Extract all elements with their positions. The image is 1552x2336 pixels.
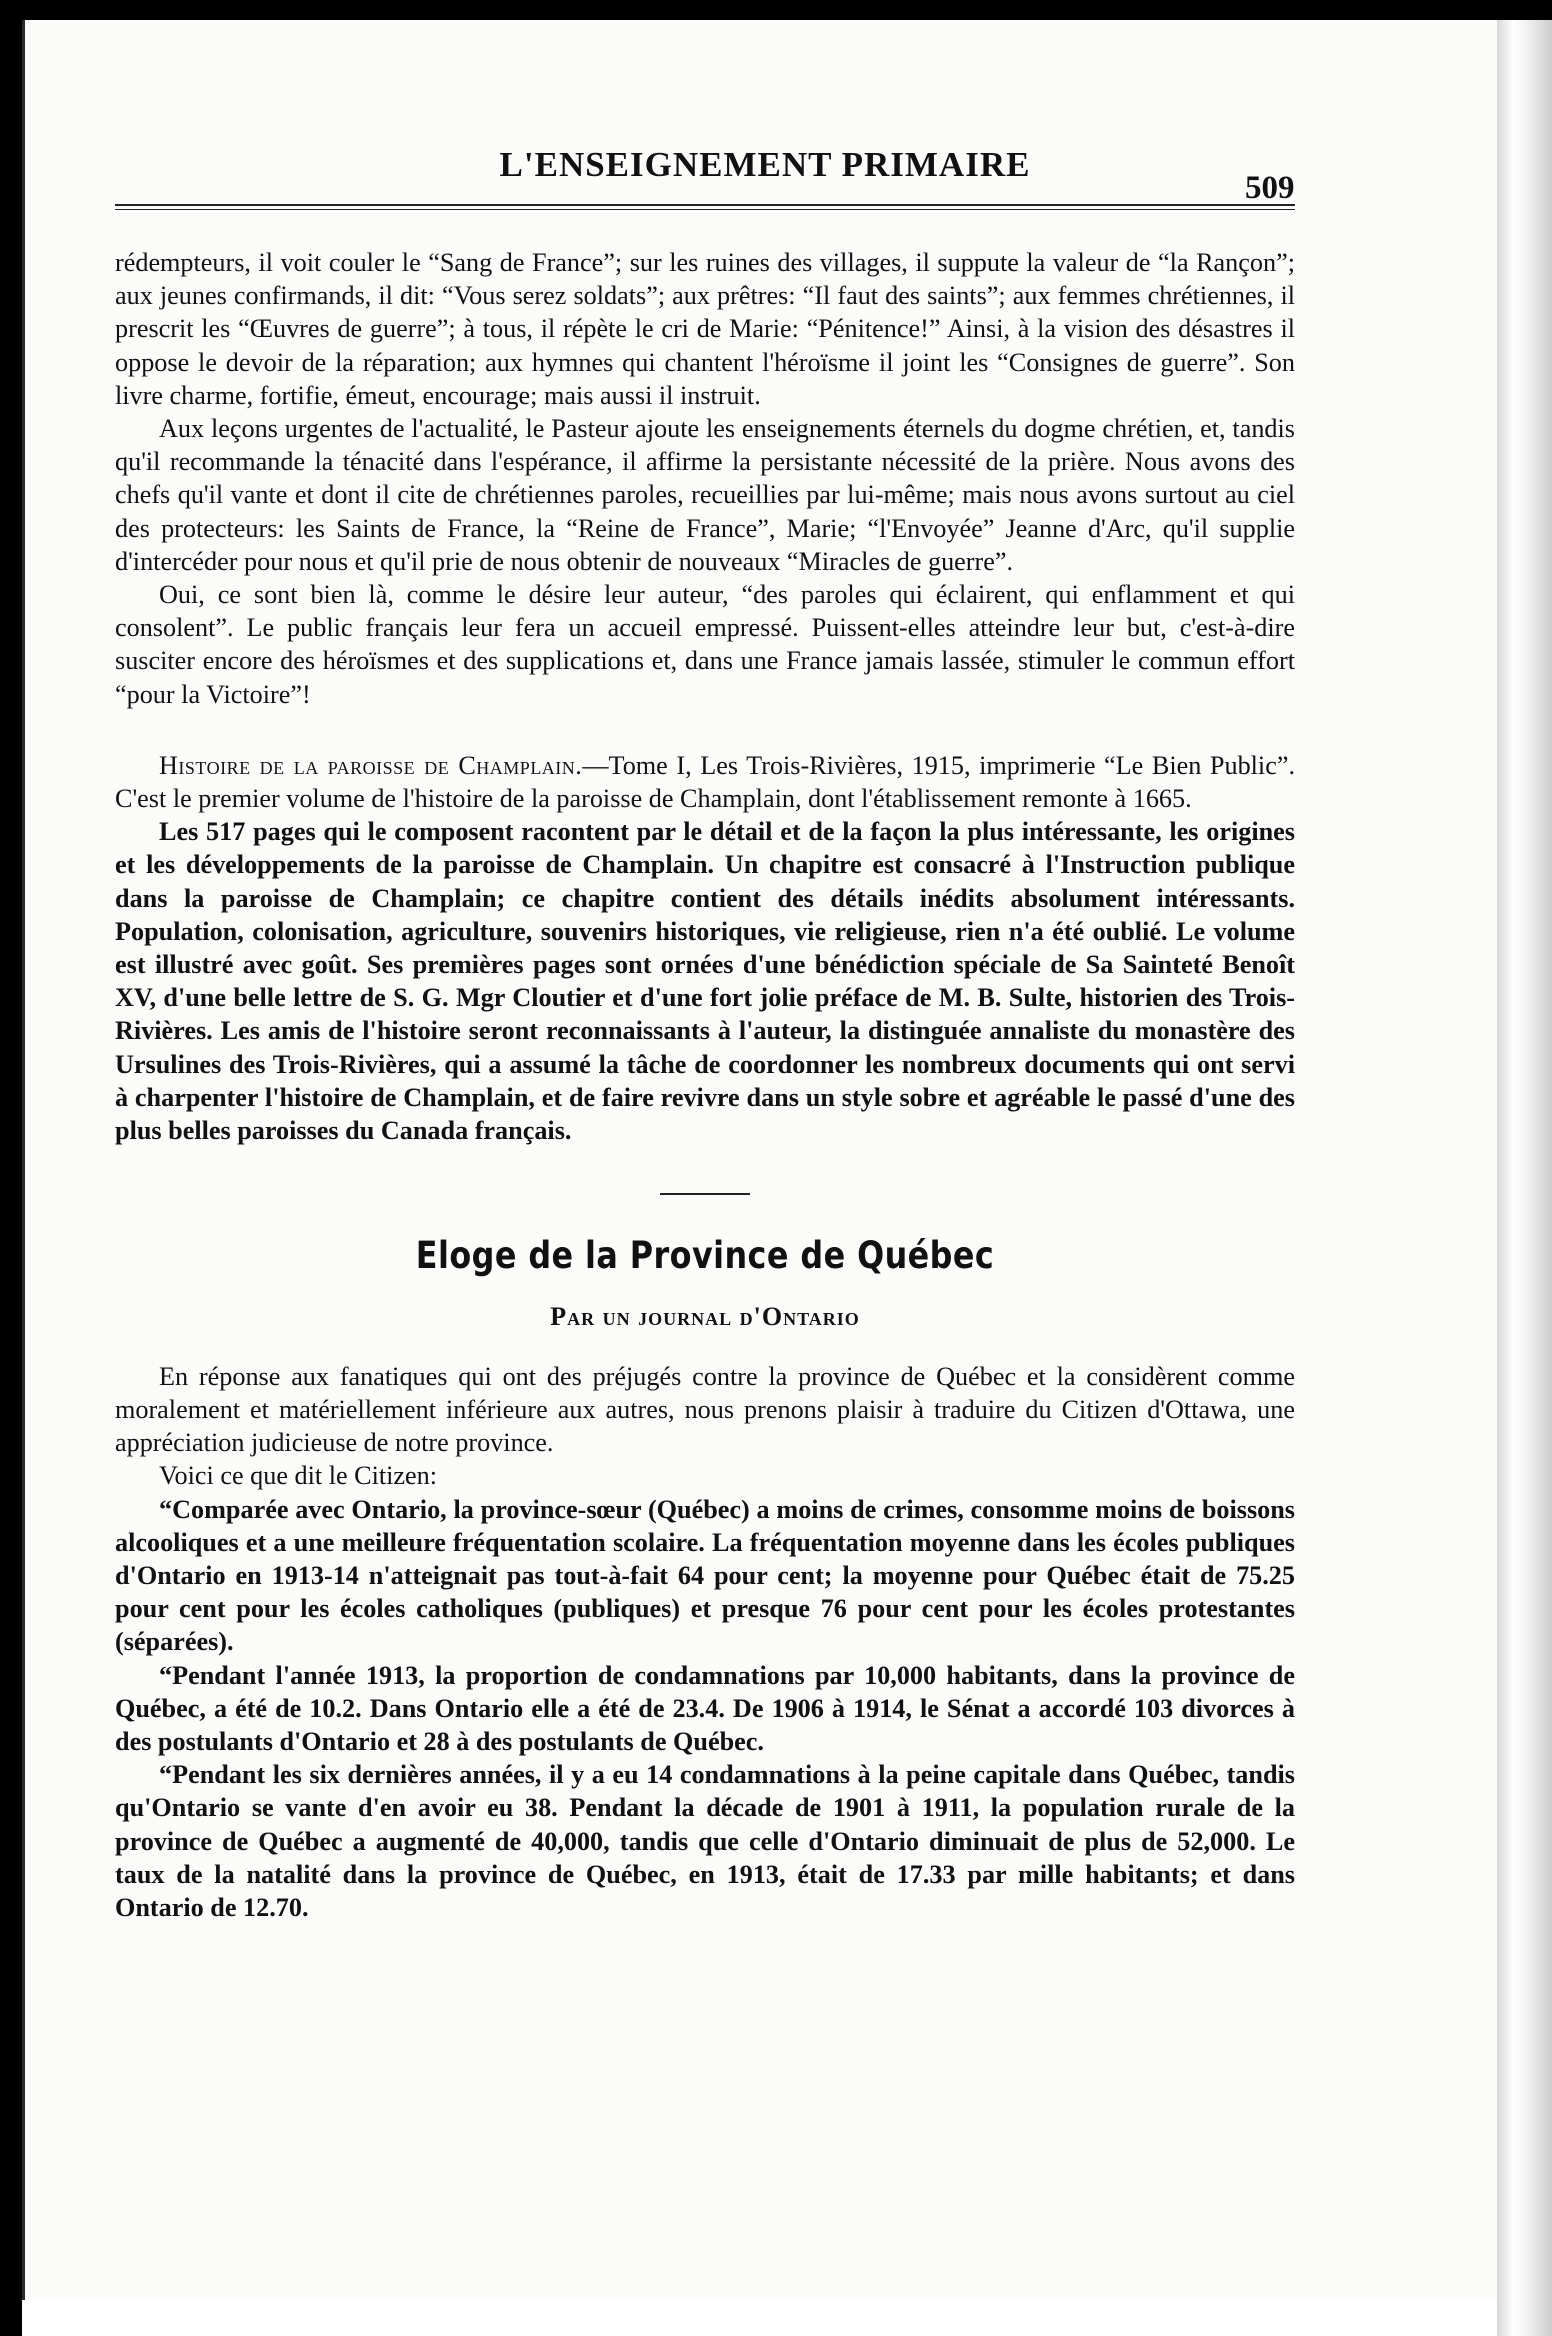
page-number: 509 bbox=[1245, 170, 1295, 206]
running-head: L'ENSEIGNEMENT PRIMAIRE bbox=[499, 145, 1031, 184]
paragraph: “Pendant l'année 1913, la proportion de condamnations par 10,000 habitants, dans la province de Québec, a été de 10.2. Dans Ontario elle a été de 23.4. De 1906 à 1914, le Sénat a accordé 103 divorces à des postulants d'Ontario et 28 à des postulants de Québec. bbox=[115, 1660, 1295, 1756]
body-text bbox=[115, 246, 1295, 1924]
article-byline: Par un journal d'Ontario bbox=[550, 1302, 860, 1332]
paragraph: “Pendant les six dernières années, il y a eu 14 condamnations à la peine capitale dans Québec, tandis qu'Ontario se vante d'en avoir eu 38. Pendant la décade de 1901 à 1911, la population rurale de la province de Québec a augmenté de 40,000, tandis que celle d'Ontario diminuait de plus de 52,000. Le taux de la natalité dans la province de Québec, en 1913, était de 17.33 par mille habitants; et dans Ontario de 12.70. bbox=[115, 1760, 1295, 1922]
review-lead-paragraph bbox=[115, 749, 1295, 815]
review-heading: Histoire de la paroisse de Champlain. bbox=[159, 750, 583, 780]
paragraph: Oui, ce sont bien là, comme le désire leur auteur, “des paroles qui éclairent, qui enflamment et qui consolent”. Le public français leur fera un accueil empressé. Puissent-elles atteindre leur but, c'est-à-dire susciter encore des héroïsmes et des supplications et, dans une France jamais lassée, stimuler le commun effort “pour la Victoire”! bbox=[115, 580, 1295, 709]
paragraph: Aux leçons urgentes de l'actualité, le Pasteur ajoute les enseignements éternels du dogme chrétien, et, tandis qu'il recommande la ténacité dans l'espérance, il affirme la persistante nécessité de la prière. Nous avons des chefs qu'il vante et dont il cite de chrétiennes paroles, recueillies par lui-même; mais nous avons surtout au ciel des protecteurs: les Saints de France, la “Reine de France”, Marie; “l'Envoyée” Jeanne d'Arc, qu'il supplie d'intercéder pour nous et qu'il prie de nous obtenir de nouveaux “Miracles de guerre”. bbox=[115, 414, 1295, 576]
separator-rule bbox=[660, 1193, 750, 1195]
book-page bbox=[22, 20, 1500, 2320]
header-rule bbox=[115, 204, 1295, 210]
page-edge-right bbox=[1497, 20, 1552, 2336]
section-gap bbox=[115, 711, 1295, 749]
paragraph: Les 517 pages qui le composent racontent par le détail et de la façon la plus intéressante, les origines et les développements de la paroisse de Champlain. Un chapitre est consacré à l'Instruction publique dans la paroisse de Champlain; ce chapitre contient des détails inédits absolument intéressants. Population, colonisation, agriculture, souvenirs historiques, vie religieuse, rien n'a été oublié. Le volume est illustré avec goût. Ses premières pages sont ornées d'une bénédiction spéciale de Sa Sainteté Benoît XV, d'une belle lettre de S. G. Mgr Cloutier et d'une fort jolie préface de M. B. Sulte, historien des Trois-Rivières. Les amis de l'histoire seront reconnaissants à l'auteur, la distinguée annaliste du monastère des Ursulines des Trois-Rivières, qui a assumé la tâche de coordonner les nombreux documents qui ont servi à charpenter l'histoire de Champlain, et de faire revivre dans un style sobre et agréable le passé d'une des plus belles paroisses du Canada français. bbox=[115, 817, 1295, 1146]
article-title: Eloge de la Province de Québec bbox=[415, 1234, 995, 1278]
paragraph: Voici ce que dit le Citizen: bbox=[159, 1461, 438, 1491]
paragraph: En réponse aux fanatiques qui ont des préjugés contre la province de Québec et la considèrent comme moralement et matériellement inférieure aux autres, nous prenons plaisir à traduire du Citizen d'Ottawa, une appréciation judicieuse de notre province. bbox=[115, 1361, 1295, 1458]
review-lead: —Tome I, Les Trois-Rivières, 1915, imprimerie “Le Bien Public”. C'est le premier volume de l'histoire de la paroisse de Champlain, dont l'établissement remonte à 1665. bbox=[115, 750, 1296, 814]
page-edge-bottom bbox=[22, 2300, 1497, 2336]
paragraph: “Comparée avec Ontario, la province-sœur (Québec) a moins de crimes, consomme moins de boissons alcooliques et a une meilleure fréquentation scolaire. La fréquentation moyenne dans les écoles publiques d'Ontario en 1913-14 n'atteignait pas tout-à-fait 64 pour cent; la moyenne pour Québec était de 75.25 pour cent pour les écoles catholiques (publiques) et presque 76 pour cent pour les écoles protestantes (séparées). bbox=[115, 1494, 1295, 1657]
paragraph: rédempteurs, il voit couler le “Sang de France”; sur les ruines des villages, il suppute la valeur de “la Rançon”; aux jeunes confirmands, il dit: “Vous serez soldats”; aux prêtres: “Il faut des saints”; aux femmes chrétiennes, il prescrit les “Œuvres de guerre”; à tous, il répète le cri de Marie: “Pénitence!” Ainsi, à la vision des désastres il oppose le devoir de la réparation; aux hymnes qui chantent l'héroïsme il joint les “Consignes de guerre”. Son livre charme, fortifie, émeut, encourage; mais aussi il instruit. bbox=[115, 248, 1295, 410]
